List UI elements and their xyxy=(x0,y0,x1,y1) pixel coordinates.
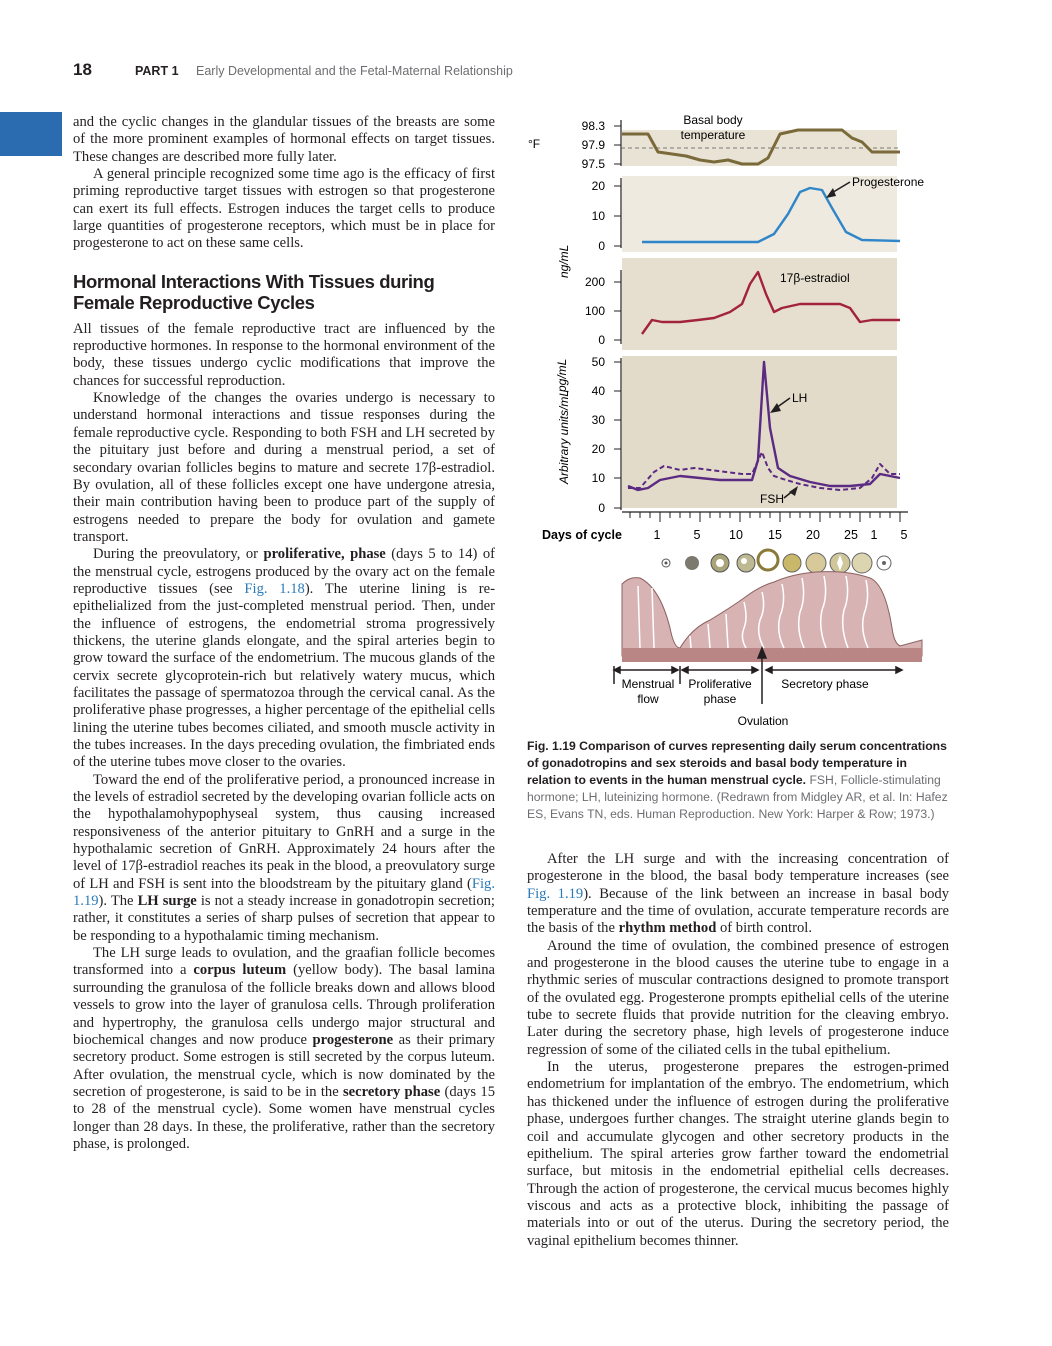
gon-tick: 40 xyxy=(591,384,605,398)
proliferative-label: Proliferative phase xyxy=(688,677,752,706)
myometrium xyxy=(622,648,922,662)
day-tick: 10 xyxy=(729,528,743,542)
part-title: Early Developmental and the Fetal-Maternal Relationship xyxy=(196,64,513,78)
paragraph: All tissues of the female reproductive tract are influenced by the reproductive hormones. In response to the hormonal environment of the body, these tissues undergo cyclic modifications that improve the chances for successful reproduction. xyxy=(73,320,495,389)
bold-term: corpus luteum xyxy=(193,962,287,979)
paragraph: A general principle recognized some time ago is the efficacy of first priming reproductive target tissues with estrogen so that progesterone can exert its full effects. Estrogen induces the target cells to produce large quantities of progesterone receptors, which must be in place for progesterone to act on these same cells. xyxy=(73,166,495,252)
estr-unit: pg/mL xyxy=(555,358,569,392)
paragraph: Toward the end of the proliferative period, a pronounced increase in the levels of estradiol secreted by the developing ovarian follicle acts on the hypothalamohypophyseal system, thus causing increased responsiveness of the anterior pituitary to GnRH and a surge in the hypothalamic secretion of GnRH. Approximately 24 hours after the level of 17β-estradiol reaches its peak in the blood, a preovulatory surge of LH and FSH is sent into the bloodstream by the pituitary gland (Fig. 1.19). The LH surge is not a steady increase in gonadotropin secretion; rather, it constitutes a series of sharp pulses of secretion that appear to be responding to a hypothalamic timing mechanism. xyxy=(73,771,495,944)
section-heading: Hormonal Interactions With Tissues during Female Reproductive Cycles xyxy=(73,270,435,313)
day-tick: 1 xyxy=(653,528,661,542)
paragraph: After the LH surge and with the increasing concentration of progesterone in the blood, the basal body temperature increases (see Fig. 1.19). Because of the link between an increase in basal body temperature and the time of ovulation, accurate temperature records are the basis of the rhythm method of birth control. xyxy=(527,851,949,937)
estr-label: 17β-estradiol xyxy=(780,271,850,285)
bold-term: LH surge xyxy=(137,893,197,910)
prog-label: Progesterone xyxy=(852,175,925,189)
gon-tick: 10 xyxy=(591,471,605,485)
estr-tick: 100 xyxy=(584,304,605,318)
temp-tick: 98.3 xyxy=(581,119,605,133)
paragraph: Around the time of ovulation, the combined presence of estrogen and progesterone in the blood causes the uterine tube to engage in a rhythmic series of muscular contractions designed to promote transport of the ovulated egg. Progesterone prompts epithelial cells of the uterine tube to secrete fluids that provide nutrition for the cleaving embryo. Later during the secretory phase, high levels of progesterone induce regression of some of the ciliated cells in the tubal epithelium. xyxy=(527,937,949,1058)
lh-label: LH xyxy=(792,391,808,405)
bold-term: progesterone xyxy=(312,1031,394,1048)
bold-term: rhythm method xyxy=(618,920,717,937)
temp-tick: 97.5 xyxy=(581,157,605,171)
day-tick: 1 xyxy=(870,528,878,542)
prog-tick: 10 xyxy=(591,209,605,223)
paragraph: and the cyclic changes in the glandular tissues of the breasts are some of the more prominent examples of hormonal effects on target tissues. These changes are described more fully later. xyxy=(73,114,495,165)
day-axis-minor-ticks xyxy=(630,512,900,522)
endometrium xyxy=(622,572,922,656)
secretory-label: Secretory phase xyxy=(781,677,869,691)
fsh-label: FSH xyxy=(760,492,784,506)
estr-tick: 200 xyxy=(584,275,605,289)
figure-1-19 xyxy=(530,108,950,733)
temp-tick: 97.9 xyxy=(581,138,605,152)
prog-tick: 0 xyxy=(598,239,605,253)
gon-tick: 0 xyxy=(598,501,605,515)
caption-title: Fig. 1.19 Comparison of curves representing daily serum concentrations of gonadotropins and sex steroids and basal body temperature in relation to events in the human menstrual cycle. xyxy=(527,739,947,787)
prog-tick: 20 xyxy=(591,179,605,193)
figure-link[interactable]: Fig. 1.19 xyxy=(527,885,584,902)
paragraph: Knowledge of the changes the ovaries undergo is necessary to understand hormonal interactions and tissue responses during the female reproductive cycle. Responding to both FSH and LH secreted by the pituitary just before and during a menstrual period, a set of secondary ovarian follicles begins to mature and secrete 17β-estradiol. By ovulation, all of these follicles except one have undergone atresia, their main contribution having been to produce part of the supply of estrogens needed to prepare the body for ovulation and gamete transport. xyxy=(73,390,495,545)
bold-term: proliferative, phase xyxy=(263,546,386,563)
day-tick: 5 xyxy=(693,528,701,542)
right-column xyxy=(527,851,949,1250)
estr-tick: 0 xyxy=(598,333,605,347)
page-number: 18 xyxy=(73,60,92,79)
figure-link[interactable]: Fig. 1.18 xyxy=(244,580,305,597)
left-column xyxy=(73,114,495,1153)
bold-term: secretory phase xyxy=(342,1083,441,1100)
gon-tick: 50 xyxy=(591,355,605,369)
figure-caption xyxy=(527,738,952,823)
ovulation-label: Ovulation xyxy=(737,714,789,728)
paragraph: In the uterus, progesterone prepares the estrogen-primed endometrium for implantation of the embryo. The endometrium, which has thickened under the influence of estrogen during the proliferative phase, undergoes further changes. The straight uterine glands begin to coil and accumulate glycogen and other secretory products in the epithelium. The spiral arteries grow farther toward the endometrial surface, but mitosis in the endometrial epithelial cells decreases. Through the action of progesterone, the cervical mucus becomes highly viscous and acts as a protective block, inhibiting the passage of materials into or out of the uterus. During the secretory period, the vaginal epithelium becomes thinner. xyxy=(527,1059,949,1249)
caption-note: FSH, Follicle-stimulating hormone; LH, luteinizing hormone. (Redrawn from Midgley AR, et al. In: Hafez ES, Evans TN, eds. Human Reproduction. New York: Harper & Row; 1973.) xyxy=(527,773,948,821)
paragraph: The LH surge leads to ovulation, and the graafian follicle becomes transformed into a corpus luteum (yellow body). The basal lamina surrounding the granulosa of the follicle breaks down and allows blood vessels to grow into the layer of granulosa cells. Through proliferation and hypertrophy, the granulosa cells undergo major structural and biochemical changes and now produce progesterone as their primary secretory product. Some estrogen is still secreted by the corpus luteum. After ovulation, the menstrual cycle, which is now dominated by the secretion of progesterone, is said to be in the secretory phase (days 15 to 28 of the menstrual cycle). Some women have menstrual cycles longer than 28 days. In these, the proliferative, rather than the secretory phase, is prolonged. xyxy=(73,945,496,1152)
paragraph: During the preovulatory, or proliferative, phase (days 5 to 14) of the menstrual cycle, estrogens produced by the ovary act on the female reproductive tissues (see Fig. 1.18). The uterine lining is re-epithelialized from the just-completed menstrual period. Then, under the influence of estrogens, the endometrial stroma progressively thickens, the uterine glands elongate, and the spiral arteries begin to grow toward the surface of the endometrium. The mucous glands of the cervix secrete glycoprotein-rich but relatively watery mucus, which facilitates the passage of spermatozoa through the cervical canal. As the proliferative phase progresses, a higher percentage of the epithelial cells lining the uterine tubes becomes ciliated, and smooth muscle activity in the tubes increases. In the days preceding ovulation, the fimbriated ends of the uterine tubes move closer to the ovaries. xyxy=(73,546,495,771)
days-label: Days of cycle xyxy=(542,528,622,542)
ovarian-follicles xyxy=(662,550,891,573)
day-tick: 5 xyxy=(900,528,908,542)
figure-graphic xyxy=(530,108,950,733)
prog-unit: ng/mL xyxy=(557,244,571,278)
chapter-tab xyxy=(0,112,62,156)
day-tick: 25 xyxy=(844,528,858,542)
gon-unit: Arbitrary units/mL xyxy=(557,389,571,484)
part-label: PART 1 xyxy=(135,64,179,78)
estradiol-panel xyxy=(622,258,897,350)
gon-tick: 20 xyxy=(591,442,605,456)
menstrual-label: Menstrual flow xyxy=(621,677,675,706)
temp-label: Basal body temperature xyxy=(680,113,746,142)
gon-tick: 30 xyxy=(591,413,605,427)
temp-unit: °F xyxy=(528,137,541,151)
day-tick: 15 xyxy=(768,528,782,542)
figure-link[interactable]: Fig. 1.19 xyxy=(73,875,495,910)
day-tick: 20 xyxy=(806,528,820,542)
